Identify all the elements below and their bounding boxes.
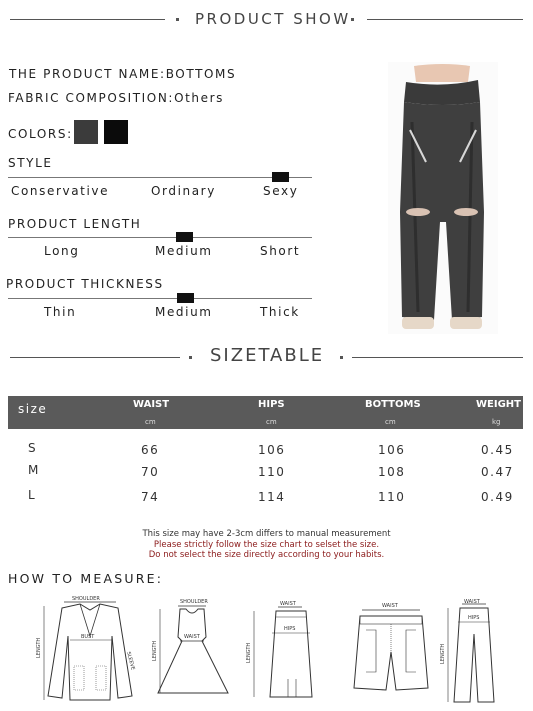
dress-diagram [150, 597, 234, 701]
note-measurement-diff: This size may have 2-3cm differs to manual measurement [142, 529, 391, 539]
color-swatch-black[interactable] [104, 120, 128, 144]
pants-waist-label: WAIST [464, 599, 480, 605]
skirt-diagram [244, 599, 322, 703]
row-l-waist: 74 [141, 490, 160, 504]
row-l-weight: 0.49 [481, 490, 514, 504]
row-s-bottoms: 106 [378, 443, 406, 457]
fabric-value: Others [174, 91, 224, 105]
note-follow-chart: Please strictly follow the size chart to selset the size. [153, 540, 380, 550]
fabric-row [8, 91, 224, 105]
row-l-bottoms: 110 [378, 490, 406, 504]
header-size: size [18, 402, 48, 416]
header-bottoms: BOTTOMS [365, 399, 421, 410]
how-to-measure-title: HOW TO MEASURE: [8, 571, 164, 586]
shorts-waist-label: WAIST [382, 603, 398, 609]
product-name-label: THE PRODUCT NAME: [9, 67, 166, 81]
product-photo [388, 62, 498, 334]
row-m-size: M [28, 463, 40, 477]
header-waist: WAIST [133, 399, 170, 410]
row-m-waist: 70 [141, 465, 160, 479]
header-dot-left [176, 18, 179, 21]
jacket-length-label: LENGTH [36, 637, 42, 658]
thickness-option-thick: Thick [260, 305, 300, 319]
thickness-option-medium: Medium [155, 305, 213, 319]
pants-hips-label: HIPS [468, 615, 480, 621]
length-option-short: Short [260, 244, 301, 258]
sizetable-rule-right [352, 357, 523, 358]
sizetable-title: SIZETABLE [210, 345, 325, 366]
header-dot-right [351, 18, 354, 21]
sizetable-dot-right [340, 356, 343, 359]
dress-shoulder-label: SHOULDER [180, 599, 208, 605]
color-swatch-gray[interactable] [74, 120, 98, 144]
jacket-sleeve-label: SLEEVE [125, 651, 136, 671]
length-marker [176, 232, 193, 242]
header-weight: WEIGHT [476, 399, 521, 410]
header-rule-left [10, 19, 165, 20]
product-name-row [9, 67, 236, 81]
row-l-size: L [28, 488, 37, 502]
style-option-conservative: Conservative [11, 184, 110, 198]
dress-length-label: LENGTH [152, 640, 158, 661]
row-l-hips: 114 [258, 490, 286, 504]
skirt-length-label: LENGTH [246, 642, 252, 663]
length-scale-line [8, 237, 312, 238]
thickness-label: PRODUCT THICKNESS [6, 277, 164, 291]
row-s-waist: 66 [141, 443, 160, 457]
note-habits: Do not select the size directly according to your habits. [148, 550, 385, 560]
unit-weight: kg [492, 418, 501, 426]
fabric-label: FABRIC COMPOSITION: [8, 91, 175, 105]
row-m-hips: 110 [258, 465, 286, 479]
row-s-hips: 106 [258, 443, 286, 457]
style-option-sexy: Sexy [263, 184, 299, 198]
unit-bottoms: cm [385, 418, 396, 426]
style-label: STYLE [8, 156, 53, 170]
product-name-value: BOTTOMS [165, 67, 237, 81]
thickness-scale-line [8, 298, 312, 299]
jacket-shoulder-label: SHOULDER [72, 596, 100, 602]
colors-label: COLORS: [8, 127, 73, 141]
shorts-diagram [348, 600, 434, 696]
row-m-weight: 0.47 [481, 465, 514, 479]
sizetable-dot-left [189, 356, 192, 359]
product-show-title: PRODUCT SHOW [195, 10, 351, 28]
length-label: PRODUCT LENGTH [8, 217, 142, 231]
length-option-medium: Medium [155, 244, 213, 258]
pants-diagram [440, 598, 508, 708]
style-option-ordinary: Ordinary [151, 184, 216, 198]
skirt-waist-label: WAIST [280, 601, 296, 607]
row-s-size: S [28, 441, 38, 455]
header-rule-right [367, 19, 523, 20]
style-scale-line [8, 177, 312, 178]
thickness-marker [177, 293, 194, 303]
thickness-option-thin: Thin [44, 305, 77, 319]
dress-waist-label: WAIST [184, 634, 200, 640]
row-s-weight: 0.45 [481, 443, 514, 457]
row-m-bottoms: 108 [378, 465, 406, 479]
pants-length-label: LENGTH [440, 643, 446, 664]
jacket-diagram [36, 596, 144, 706]
length-option-long: Long [44, 244, 80, 258]
size-table-header [8, 396, 523, 429]
style-marker [272, 172, 289, 182]
unit-waist: cm [145, 418, 156, 426]
unit-hips: cm [266, 418, 277, 426]
jacket-bust-label: BUST [81, 634, 95, 640]
sizetable-rule-left [10, 357, 180, 358]
skirt-hips-label: HIPS [284, 626, 296, 632]
header-hips: HIPS [258, 399, 285, 410]
